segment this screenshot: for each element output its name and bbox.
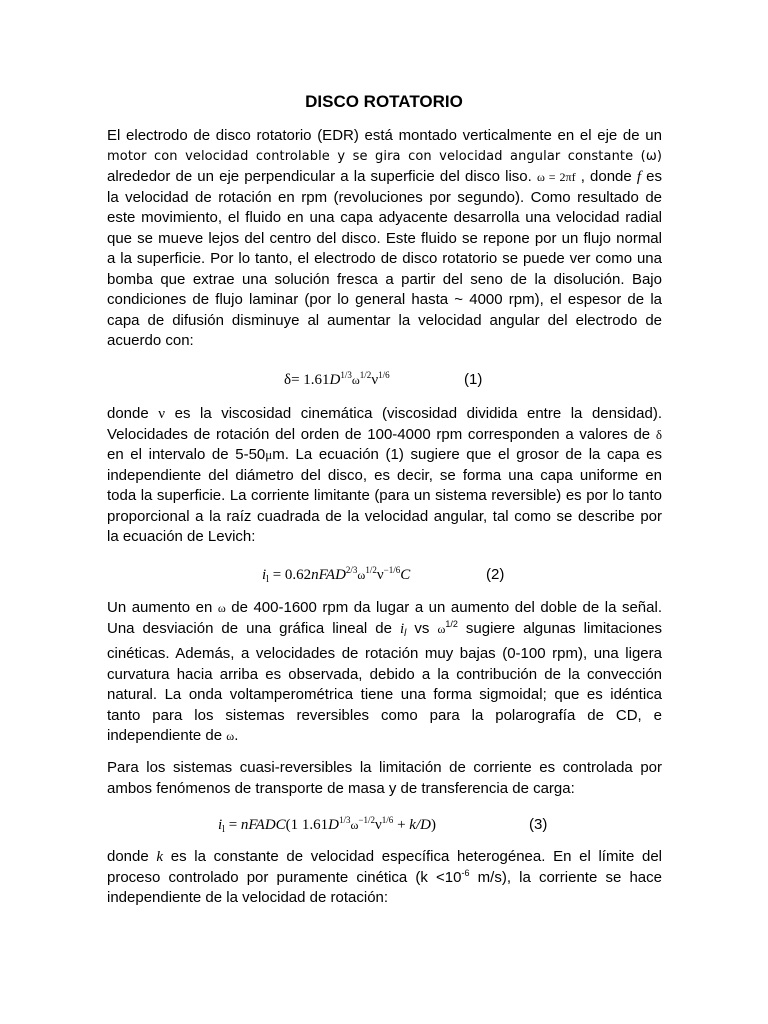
exponent: −1/6 [383, 565, 401, 575]
paragraph-quasi-reversible [107, 758, 662, 799]
equation-variable: ω [357, 568, 366, 582]
text-fragment: donde [107, 848, 149, 865]
text-line: condiciones de flujo laminar (por lo general hasta ~ 4000 rpm), el espesor de la [107, 291, 662, 308]
inline-symbol: μ [265, 447, 273, 462]
text-line: Para los sistemas cuasi-reversibles la limitación de corriente es controlada por [107, 759, 662, 776]
equation-variable: nFAD [311, 567, 346, 583]
text-fragment: Un aumento en [107, 599, 213, 616]
text-line [107, 847, 662, 868]
inline-variable: i [399, 620, 405, 637]
text-fragment: donde [107, 405, 149, 422]
text-fragment: m/s), la corriente se hace [469, 868, 662, 886]
text-line: curvatura hacia arriba es observada, debido a la contribución de la convección [107, 665, 662, 683]
text-fragment: . [234, 727, 239, 744]
equation-part: δ= 1.61 [284, 372, 330, 388]
text-fragment: vs [414, 619, 430, 637]
subscript: l [266, 574, 269, 585]
exponent: 1/2 [365, 565, 377, 575]
equation-2 [262, 565, 410, 590]
exponent: −1/2 [358, 815, 375, 825]
equation-variable: i [218, 817, 223, 833]
text-line: El electrodo de disco rotatorio (EDR) está montado verticalmente en el eje de un [107, 127, 662, 144]
subscript: l [222, 824, 225, 835]
text-fragment: es la constante de velocidad específica heterogénea. En el límite del [170, 848, 663, 865]
equation-variable: C [400, 567, 411, 583]
paragraph-viscosity [107, 404, 662, 548]
text-line [107, 598, 662, 619]
equation-number: (3) [529, 816, 548, 833]
equation-variable: ω [351, 373, 360, 387]
text-line: la ecuación de Levich: [107, 528, 256, 545]
inline-symbol: ω [226, 729, 235, 743]
text-line: capa de difusión disminuye al aumentar la velocidad angular del electrodo de [107, 311, 662, 329]
text-line: tanto para los sistemas reversibles como para la polarografía de CD, e [107, 706, 662, 724]
exponent: 2/3 [345, 565, 358, 575]
equation-variable: i [262, 567, 267, 583]
equation-part: ) [430, 817, 436, 833]
equation-part: = 0.62 [268, 567, 312, 583]
exponent: -6 [461, 867, 470, 878]
text-line: toda la superficie. La corriente limitante (para un sistema reversible) es por lo tanto [107, 487, 662, 504]
text-fragment: Una desviación de una gráfica lineal de [107, 619, 392, 637]
text-line: proporcional a la raíz cuadrada de la velocidad angular, tal como se describe por [107, 507, 662, 525]
exponent: 1/3 [340, 370, 352, 380]
equation-variable: D [329, 372, 341, 388]
text-fragment: es la viscosidad cinemática (viscosidad dividida entre la densidad). [174, 405, 662, 422]
text-line: cinéticas. Además, a velocidades de rotación muy bajas (0-100 rpm), una ligera [107, 645, 662, 662]
text-fragment: Velocidades de rotación del orden de 100-4000 rpm corresponden a valores de [107, 425, 651, 443]
inline-symbol: ω [217, 601, 226, 615]
text-line [107, 425, 662, 446]
text-line: motor con velocidad controlable y se gira con velocidad angular constante (ω) [107, 148, 662, 164]
text-fragment: sugiere algunas limitaciones [465, 619, 663, 637]
text-line: a la superficie. Por lo tanto, el electrodo de disco rotatorio se puede ver como una [107, 250, 662, 267]
equation-variable: D [328, 817, 339, 833]
paragraph-kinetic-limit [107, 847, 662, 909]
text-line: acuerdo con: [107, 332, 194, 349]
equation-variable: k/D [409, 817, 431, 833]
text-fragment: m. La ecuación (1) sugiere que el grosor de la capa es [272, 446, 662, 463]
subscript: l [404, 627, 407, 639]
text-line: independiente de la velocidad de rotación: [107, 889, 389, 906]
text-line: ambos fenómenos de transporte de masa y de transferencia de carga: [107, 779, 575, 797]
inline-symbol: ν [158, 406, 166, 422]
text-line: este movimiento, el fluido en una capa adyacente desarrolla una velocidad radial [107, 209, 662, 226]
text-fragment: alrededor de un eje perpendicular a la superficie del disco liso. [107, 168, 532, 185]
inline-variable: f [636, 169, 642, 185]
text-line [107, 868, 662, 889]
page-title: DISCO ROTATORIO [305, 92, 463, 111]
text-line: la velocidad de rotación en rpm (revoluciones por segundo). Como resultado de [107, 188, 662, 206]
equation-variable: ν [376, 567, 384, 583]
equation-3 [218, 815, 436, 840]
paragraph-intro [107, 126, 662, 352]
equation-number: (2) [486, 566, 505, 583]
exponent: 1/2 [445, 618, 458, 629]
text-line: independiente del diámetro del disco, es decir, se forma una capa uniforme en [107, 466, 662, 484]
equation-variable: nFADC [240, 817, 286, 833]
exponent: 1/6 [378, 370, 390, 380]
text-fragment: proceso controlado por puramente cinética (k <10 [107, 868, 462, 886]
exponent: 1/2 [359, 370, 372, 380]
equation-part: + [393, 817, 410, 833]
equation-1 [284, 370, 390, 390]
equation-number: (1) [464, 371, 483, 388]
equation-variable: ω [350, 818, 359, 832]
text-fragment: , donde [580, 168, 632, 185]
paragraph-levich [107, 598, 662, 747]
inline-symbol: δ [655, 426, 663, 442]
text-line: bomba que extrae una solución fresca a partir del seno de la disolución. Bajo [107, 270, 662, 288]
text-line [107, 619, 662, 645]
exponent: 1/3 [339, 815, 351, 825]
equation-part: = [224, 817, 241, 833]
text-line: que se mueve lejos del centro del disco. Este fluido se repone por un flujo normal [107, 229, 662, 247]
text-line [107, 404, 662, 425]
text-fragment: independiente de [107, 727, 223, 744]
text-line [107, 445, 662, 466]
equation-part: (1 1.61 [285, 817, 329, 833]
text-line [107, 726, 662, 747]
text-line: natural. La onda voltamperométrica tiene una forma sigmoidal; que es idéntica [107, 686, 662, 703]
equation-variable: ν [375, 817, 382, 833]
equation-variable: ν [371, 372, 379, 388]
exponent: 1/6 [381, 815, 394, 825]
text-fragment: en el intervalo de 5-50 [107, 446, 266, 463]
inline-symbol: ω [437, 621, 446, 636]
inline-variable: k [156, 849, 164, 865]
text-line [107, 167, 662, 188]
text-fragment: de 400-1600 rpm da lugar a un aumento del doble de la señal. [231, 599, 662, 616]
inline-equation: ω = 2πf [536, 170, 576, 184]
text-fragment: es [646, 168, 662, 185]
